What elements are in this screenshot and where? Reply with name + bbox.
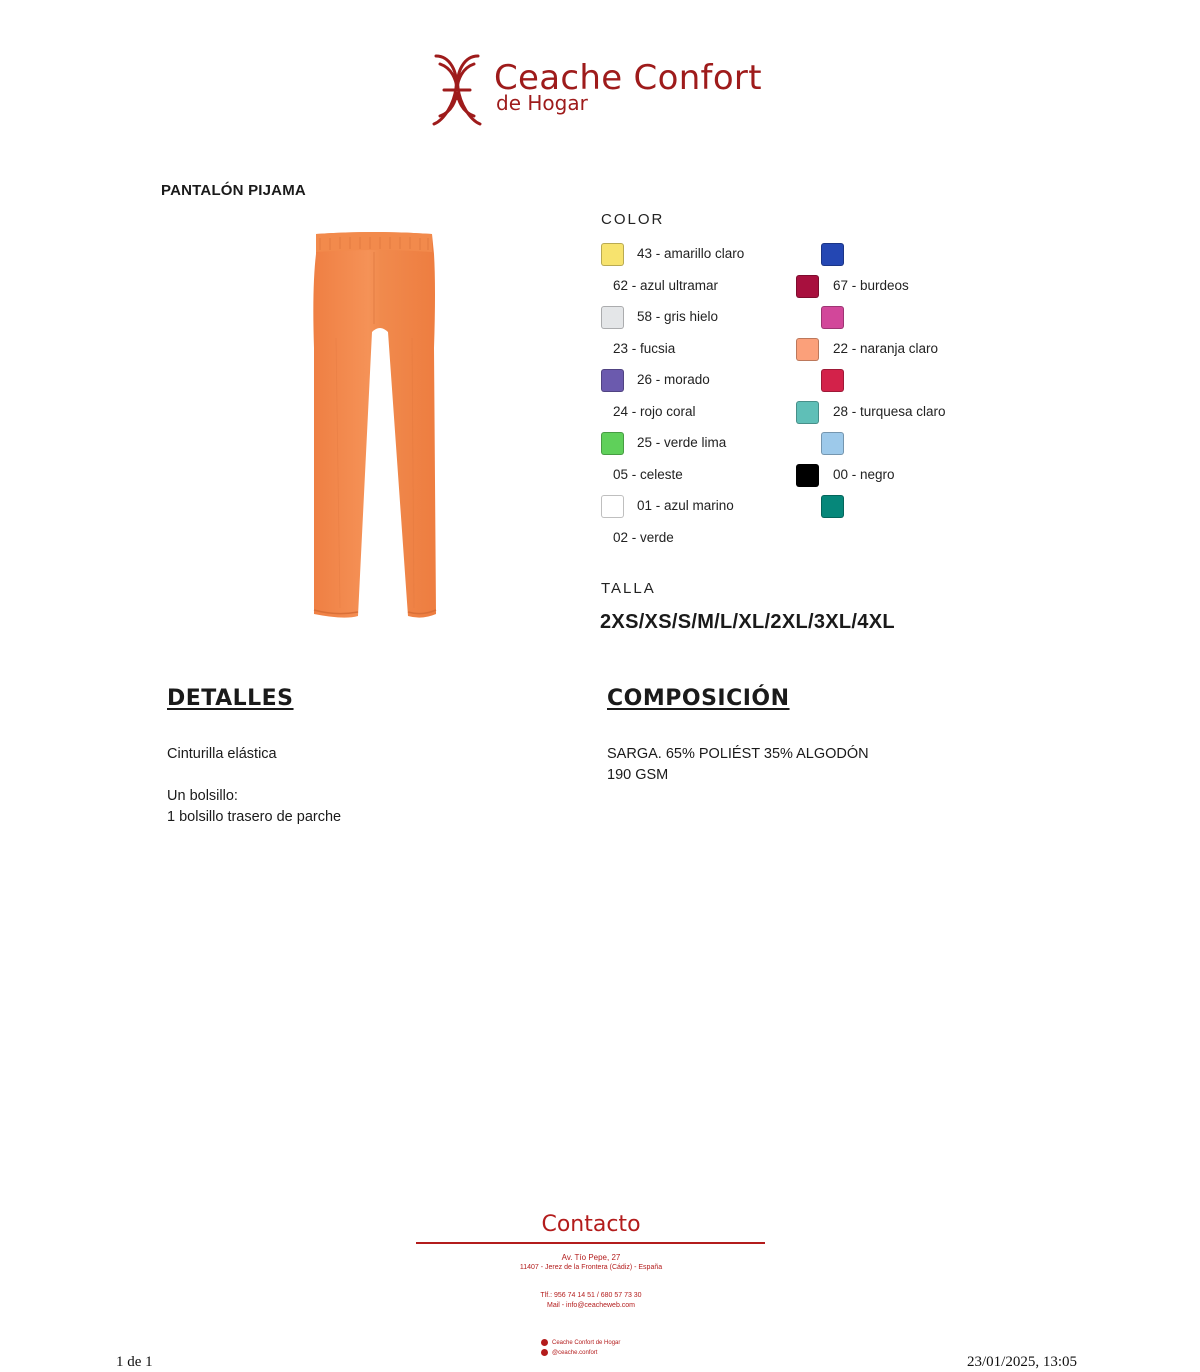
contact-mail: Mail - info@ceacheweb.com [546, 1302, 636, 1309]
color-label: 62 - azul ultramar [613, 277, 719, 293]
color-label: 22 - naranja claro [833, 340, 939, 356]
contact-phone: Tlf.: 956 74 14 51 / 680 57 73 30 [540, 1292, 642, 1299]
contact-address-line: 11407 - Jerez de la Frontera (Cádiz) - España [519, 1264, 663, 1271]
instagram-label: @ceache.confort [552, 1349, 598, 1356]
color-label: 01 - azul marino [637, 498, 734, 513]
pajama-pants-image [300, 228, 450, 624]
details-line: Cinturilla elástica [167, 746, 277, 762]
contact-divider [416, 1242, 765, 1244]
page-number: 1 de 1 [116, 1354, 153, 1370]
color-swatch [601, 243, 624, 266]
color-swatch [821, 432, 844, 455]
color-swatch [821, 495, 844, 518]
instagram-icon [541, 1349, 548, 1356]
color-swatch [821, 369, 844, 392]
contact-instagram [541, 1349, 597, 1356]
brand-name: Ceache Confort [494, 58, 762, 98]
composition-line: 190 GSM [607, 767, 669, 783]
facebook-icon [541, 1339, 548, 1346]
contact-address-line: Av. Tío Pepe, 27 [561, 1253, 621, 1262]
color-label: 00 - negro [833, 466, 895, 482]
color-swatch [601, 495, 624, 518]
size-section-label: TALLA [601, 580, 656, 597]
color-swatch [821, 306, 844, 329]
contact-title: Contacto [541, 1212, 641, 1237]
color-swatch [796, 338, 819, 361]
color-label: 43 - amarillo claro [637, 246, 745, 261]
composition-line: SARGA. 65% POLIÉST 35% ALGODÓN [607, 746, 869, 762]
color-swatch [821, 243, 844, 266]
product-title: PANTALÓN PIJAMA [161, 182, 306, 199]
color-swatch [601, 432, 624, 455]
color-label: 24 - rojo coral [613, 403, 696, 419]
color-swatch [796, 464, 819, 487]
composition-title: COMPOSICIÓN [607, 686, 790, 711]
details-title: DETALLES [167, 686, 294, 711]
color-label: 28 - turquesa claro [833, 403, 946, 419]
details-line: 1 bolsillo trasero de parche [167, 809, 342, 825]
color-swatch [601, 369, 624, 392]
brand-tagline: de Hogar [496, 91, 588, 115]
color-swatch [796, 401, 819, 424]
color-label: 67 - burdeos [833, 277, 909, 293]
details-line: Un bolsillo: [167, 788, 238, 804]
print-datetime: 23/01/2025, 13:05 [967, 1354, 1078, 1370]
color-label: 05 - celeste [613, 466, 683, 482]
color-label: 25 - verde lima [637, 435, 727, 450]
color-section-label: COLOR [601, 211, 665, 228]
color-swatch [601, 306, 624, 329]
color-swatch [796, 275, 819, 298]
size-list: 2XS/XS/S/M/L/XL/2XL/3XL/4XL [600, 611, 895, 633]
color-label: 02 - verde [613, 529, 674, 545]
color-label: 23 - fucsia [613, 340, 676, 356]
facebook-label: Ceache Confort de Hogar [552, 1339, 621, 1346]
color-label: 26 - morado [637, 372, 710, 387]
contact-facebook [541, 1339, 620, 1346]
color-label: 58 - gris hielo [637, 309, 719, 324]
